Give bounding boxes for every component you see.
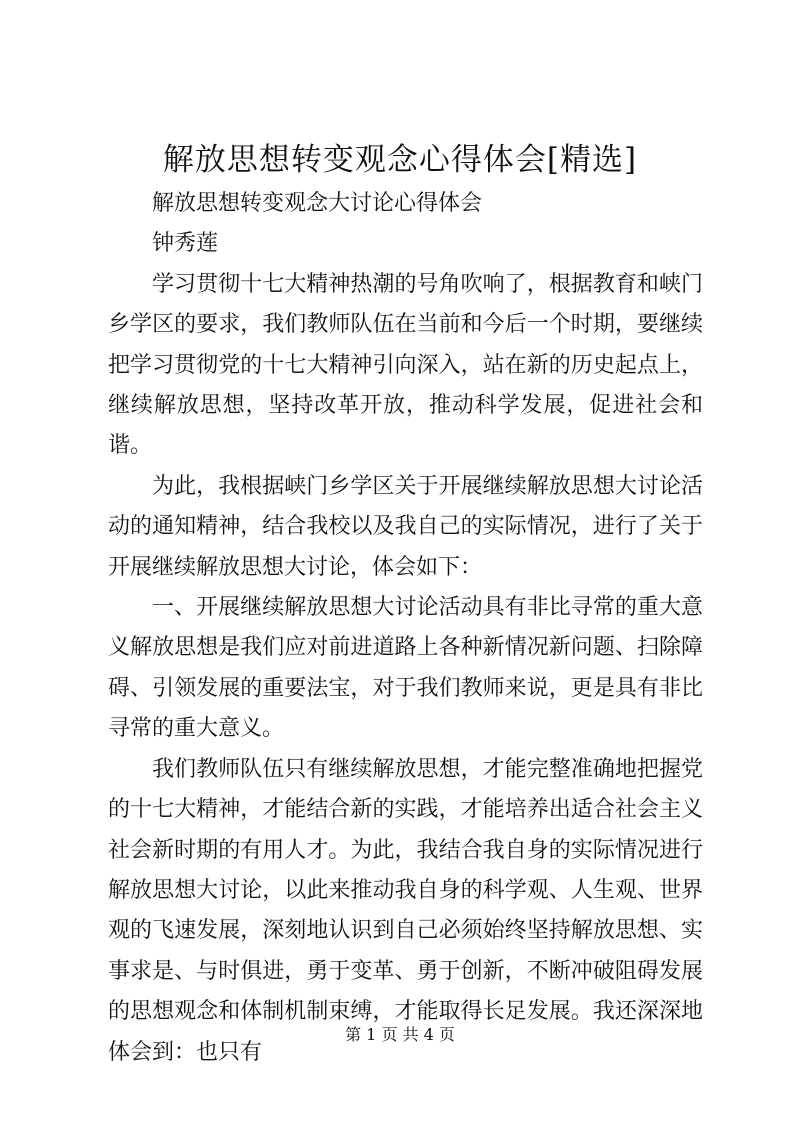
author-paragraph: 钟秀莲 — [152, 231, 219, 257]
document-title: 解放思想转变观念心得体会[精选] — [162, 142, 638, 178]
document-body — [108, 184, 703, 1073]
subtitle-paragraph: 解放思想转变观念大讨论心得体会 — [152, 191, 483, 216]
page-number-footer: 第 1 页 共 4 页 — [345, 1025, 455, 1044]
body-paragraph: 为此，我根据峡门乡学区关于开展继续解放思想大讨论活动的通知精神，结合我校以及我自己的实际情况，进行了关于开展继续解放思想大讨论，体会如下： — [108, 473, 703, 580]
body-paragraph: 一、开展继续解放思想大讨论活动具有非比寻常的重大意义解放思想是我们应对前进道路上各种新情况新问题、扫除障碍、引领发展的重要法宝，对于我们教师来说，更是具有非比寻常的重大意义。 — [108, 595, 703, 742]
body-paragraph: 我们教师队伍只有继续解放思想，才能完整准确地把握党的十七大精神，才能结合新的实践，才能培养出适合社会主义社会新时期的有用人才。为此，我结合我自身的实际情况进行解放思想大讨论，以此来推动我自身的科学观、人生观、世界观的飞速发展，深刻地认识到自己必须始终坚持解放思想、实事求是、与时俱进，勇于变革、勇于创新，不断冲破阻碍发展的思想观念和体制机制束缚，才能取得长足发展。我还深深地体会到：也只有 — [108, 756, 703, 1065]
body-paragraph: 学习贯彻十七大精神热潮的号角吹响了，根据教育和峡门乡学区的要求，我们教师队伍在当前和今后一个时期，要继续把学习贯彻党的十七大精神引向深入，站在新的历史起点上，继续解放思想，坚持改革开放，推动科学发展，促进社会和谐。 — [108, 271, 703, 459]
